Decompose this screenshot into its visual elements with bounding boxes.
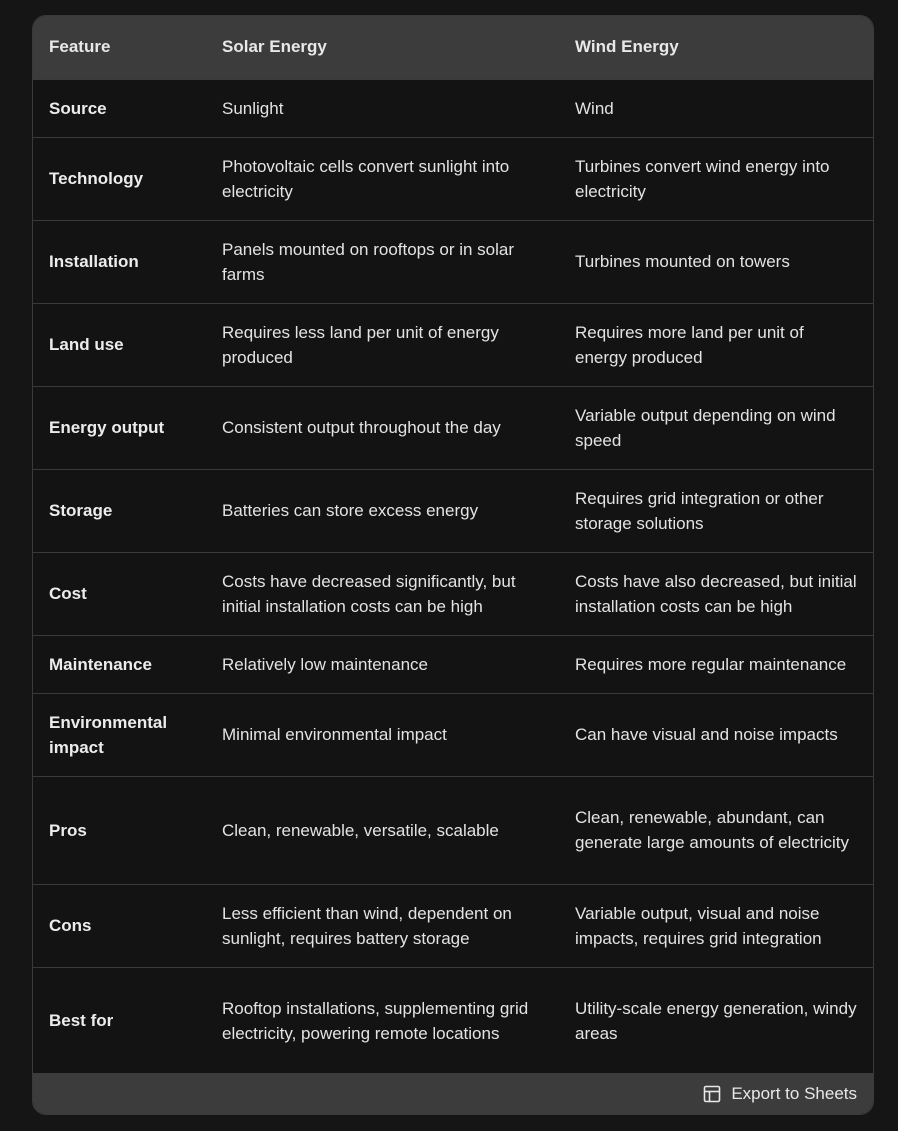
- row-wind-cell: Variable output, visual and noise impacts, requires grid integration: [575, 903, 822, 948]
- row-wind-cell: Costs have also decreased, but initial installation costs can be high: [575, 571, 857, 616]
- row-wind-cell: Requires more land per unit of energy produced: [575, 322, 804, 367]
- row-solar-cell: Rooftop installations, supplementing grid electricity, powering remote locations: [222, 998, 529, 1043]
- row-feature-cell: Environmental impact: [49, 712, 168, 757]
- row-wind-cell: Requires more regular maintenance: [575, 654, 847, 674]
- table-row: [33, 693, 874, 776]
- comparison-table-card: [32, 15, 874, 1115]
- header-feature: Feature: [49, 37, 111, 57]
- table-row: [33, 220, 874, 303]
- row-wind-cell: Utility-scale energy generation, windy areas: [575, 998, 857, 1043]
- row-feature-cell: Energy output: [49, 418, 165, 437]
- row-wind-cell: Turbines mounted on towers: [575, 252, 790, 271]
- row-feature-cell: Land use: [49, 335, 124, 354]
- export-label: Export to Sheets: [731, 1083, 857, 1103]
- row-wind-cell: Can have visual and noise impacts: [575, 725, 838, 744]
- table-row: [33, 303, 874, 386]
- table-row: [33, 552, 874, 635]
- row-solar-cell: Requires less land per unit of energy produced: [222, 322, 499, 367]
- row-wind-cell: Clean, renewable, abundant, can generate large amounts of electricity: [575, 808, 850, 852]
- row-feature-cell: Storage: [49, 501, 113, 520]
- row-solar-cell: Panels mounted on rooftops or in solar farms: [222, 239, 515, 284]
- row-solar-cell: Costs have decreased significantly, but initial installation costs can be high: [222, 571, 516, 616]
- row-solar-cell: Less efficient than wind, dependent on sunlight, requires battery storage: [222, 903, 512, 948]
- table-footer: [33, 1073, 873, 1114]
- table-row: [33, 386, 874, 469]
- row-wind-cell: Wind: [575, 98, 614, 118]
- row-solar-cell: Sunlight: [222, 98, 284, 118]
- row-feature-cell: Source: [49, 98, 107, 118]
- row-solar-cell: Photovoltaic cells convert sunlight into electricity: [222, 156, 510, 201]
- table-row: [33, 137, 874, 220]
- row-feature-cell: Installation: [49, 252, 139, 271]
- table-row: [33, 469, 874, 552]
- row-feature-cell: Cost: [49, 584, 87, 603]
- export-to-sheets-button[interactable]: [703, 1084, 857, 1104]
- row-wind-cell: Turbines convert wind energy into electricity: [575, 156, 830, 201]
- table-row: [33, 79, 874, 137]
- table-icon: [703, 1085, 721, 1103]
- table-header-row: [33, 16, 874, 79]
- row-solar-cell: Minimal environmental impact: [222, 725, 447, 744]
- table-row: [33, 635, 874, 693]
- row-solar-cell: Clean, renewable, versatile, scalable: [222, 820, 499, 840]
- row-solar-cell: Consistent output throughout the day: [222, 418, 501, 437]
- table-row: [33, 776, 874, 884]
- row-feature-cell: Pros: [49, 820, 87, 840]
- table-row: [33, 967, 874, 1074]
- row-solar-cell: Batteries can store excess energy: [222, 501, 479, 520]
- comparison-table: [33, 16, 874, 1074]
- row-feature-cell: Maintenance: [49, 654, 152, 674]
- table-row: [33, 884, 874, 967]
- row-feature-cell: Best for: [49, 1011, 114, 1031]
- row-feature-cell: Cons: [49, 916, 92, 935]
- row-feature-cell: Technology: [49, 169, 144, 188]
- header-solar-energy: Solar Energy: [222, 37, 327, 57]
- row-wind-cell: Requires grid integration or other storage solutions: [575, 488, 824, 533]
- row-solar-cell: Relatively low maintenance: [222, 654, 428, 674]
- header-wind-energy: Wind Energy: [575, 37, 679, 57]
- row-wind-cell: Variable output depending on wind speed: [575, 405, 836, 450]
